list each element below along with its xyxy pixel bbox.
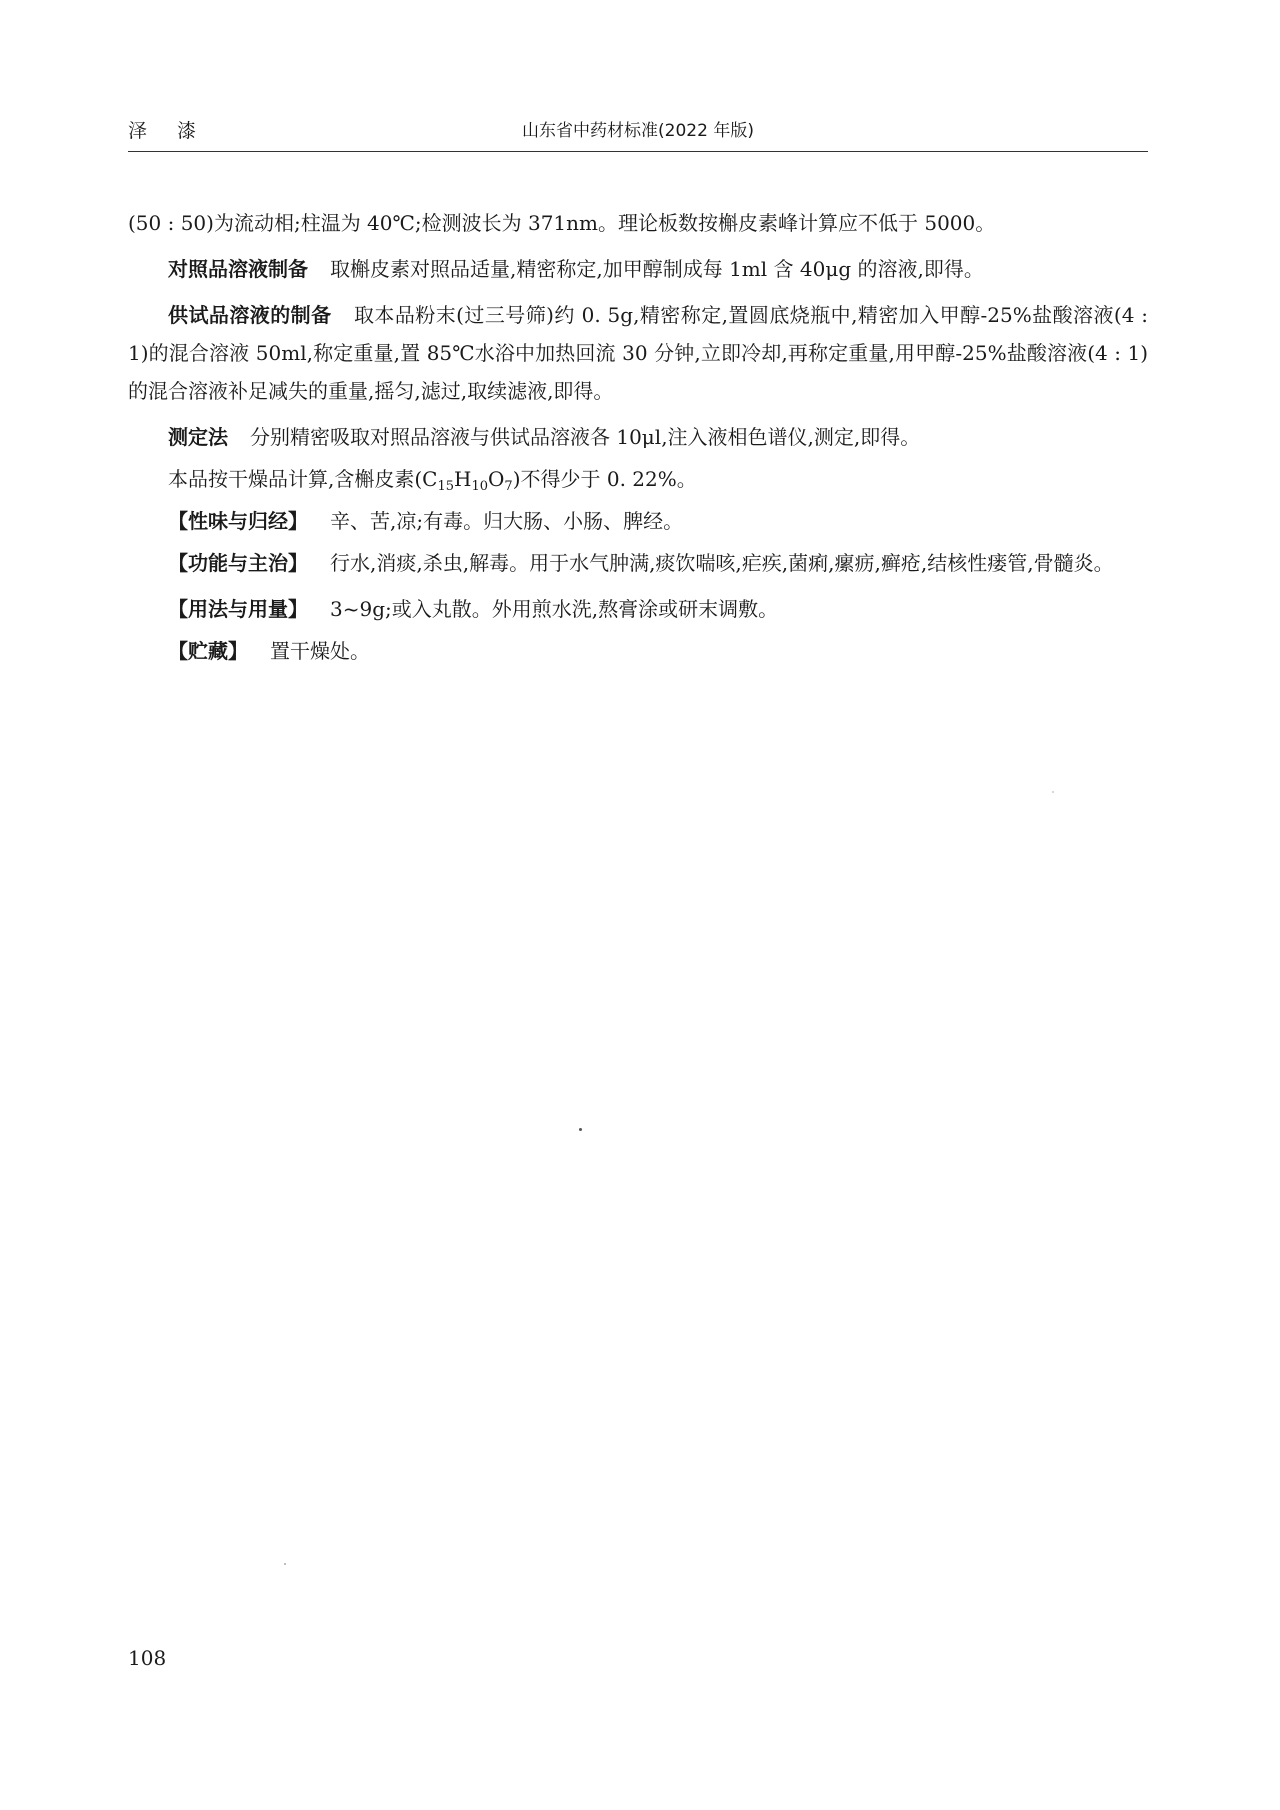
section-label: 【功能与主治】 <box>168 551 308 575</box>
paragraph-storage <box>128 632 1148 670</box>
paragraph-text: 取槲皮素对照品适量,精密称定,加甲醇制成每 1ml 含 40μg 的溶液,即得。 <box>330 257 984 281</box>
paragraph-reference-solution <box>128 250 1148 288</box>
section-label: 测定法 <box>168 425 228 449</box>
subscript: 15 <box>437 479 455 494</box>
paragraph-mobile-phase <box>128 204 1148 242</box>
section-label: 对照品溶液制备 <box>168 257 308 281</box>
header-rule <box>128 151 1148 152</box>
paragraph-text: 本品按干燥品计算,含槲皮素(C <box>168 467 438 491</box>
paragraph-text: )不得少于 0. 22%。 <box>512 467 697 491</box>
scan-speck <box>1052 791 1054 793</box>
paragraph-nature-flavor <box>128 502 1148 540</box>
header-book-title: 山东省中药材标准(2022 年版) <box>522 121 754 141</box>
page-body <box>128 204 1148 674</box>
paragraph-text: (50 : 50)为流动相;柱温为 40℃;检测波长为 371nm。理论板数按槲皮素峰计算应不低于 5000。 <box>128 211 996 235</box>
page-header <box>128 116 1148 146</box>
paragraph-text: 分别精密吸取对照品溶液与供试品溶液各 10μl,注入液相色谱仪,测定,即得。 <box>250 425 921 449</box>
formula-part: H <box>454 467 472 491</box>
subscript: 7 <box>504 479 513 494</box>
page-number: 108 <box>128 1646 167 1670</box>
scan-speck <box>284 1563 286 1565</box>
paragraph-dosage <box>128 590 1148 628</box>
section-label: 【贮藏】 <box>168 639 248 663</box>
header-herb-name: 泽 漆 <box>128 120 209 142</box>
paragraph-functions <box>128 544 1148 582</box>
scan-speck <box>579 1128 582 1131</box>
paragraph-text: 取本品粉末(过三号筛)约 0. 5g,精密称定,置圆底烧瓶中,精密加入甲醇-25%盐酸溶液(4 : 1)的混合溶液 50ml,称定重量,置 85℃水浴中加热回流 30 分钟,立即冷却,再称定重量,用甲醇-25%盐酸溶液(4 : 1)的混合溶液补足减失的重量,摇匀,滤过,取续滤液,即得。 <box>128 303 1148 403</box>
formula-part: O <box>488 467 505 491</box>
paragraph-content-limit <box>128 460 1148 498</box>
section-label: 供试品溶液的制备 <box>168 303 332 327</box>
paragraph-test-solution <box>128 296 1148 410</box>
paragraph-text: 行水,消痰,杀虫,解毒。用于水气肿满,痰饮喘咳,疟疾,菌痢,瘰疬,癣疮,结核性瘘管,骨髓炎。 <box>330 551 1114 575</box>
section-label: 【性味与归经】 <box>168 509 308 533</box>
paragraph-text: 置干燥处。 <box>270 639 370 663</box>
section-label: 【用法与用量】 <box>168 597 308 621</box>
subscript: 10 <box>471 479 489 494</box>
paragraph-assay-method <box>128 418 1148 456</box>
paragraph-text: 3~9g;或入丸散。外用煎水洗,熬膏涂或研末调敷。 <box>330 597 779 621</box>
paragraph-text: 辛、苦,凉;有毒。归大肠、小肠、脾经。 <box>330 509 684 533</box>
